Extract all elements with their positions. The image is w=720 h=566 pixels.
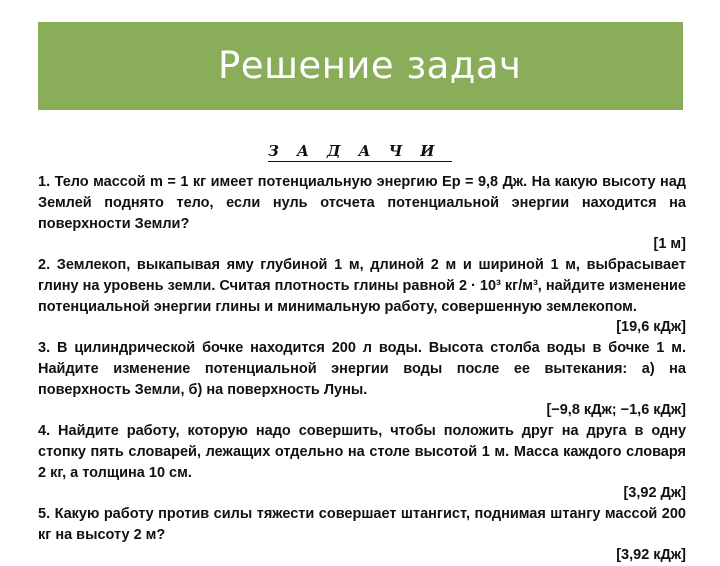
problem-answer: [3,92 кДж] — [616, 547, 686, 563]
problem-2 — [38, 255, 686, 318]
problem-text: В цилиндрической бочке находится 200 л воды. Высота столба воды в бочке 1 м. Найдите изменение потенциальной энергии воды после ее вытекания: а) на поверхность Земли, б) на поверхность Луны. — [38, 340, 686, 398]
section-heading: ЗАДАЧИ — [268, 142, 453, 160]
problem-text: Землекоп, выкапывая яму глубиной 1 м, длиной 2 м и шириной 1 м, выбрасывает глину на уровень земли. Считая плотность глины равной 2 · 10³ кг/м³, найдите изменение потенциальной энергии глины и минимальную работу, совершенную землекопом. — [38, 257, 686, 315]
problem-number: 2. — [38, 257, 51, 273]
problem-number: 1. — [38, 174, 51, 190]
slide-title: Решение задач — [218, 44, 522, 87]
problem-text: Найдите работу, которую надо совершить, чтобы положить друг на друга в одну стопку пять словарей, лежащих отдельно на столе высотой 1 м. Масса каждого словаря 2 кг, а толщина 10 см. — [38, 423, 687, 481]
problem-1 — [38, 172, 686, 235]
problem-number: 3. — [38, 340, 51, 356]
problem-answer: [1 м] — [653, 236, 686, 252]
problem-answer: [19,6 кДж] — [616, 319, 686, 335]
problem-number: 5. — [38, 506, 51, 522]
problem-text: Тело массой m = 1 кг имеет потенциальную энергию Ep = 9,8 Дж. На какую высоту над Землей поднято тело, если нуль отсчета потенциальной энергии находится на поверхности Земли? — [38, 174, 687, 232]
problem-answer: [−9,8 кДж; −1,6 кДж] — [546, 402, 686, 418]
problems-list — [38, 172, 686, 566]
problem-text: Какую работу против силы тяжести совершает штангист, поднимая штангу массой 200 кг на высоту 2 м? — [38, 506, 686, 543]
problem-answer: [3,92 Дж] — [623, 485, 686, 501]
problem-number: 4. — [38, 423, 51, 439]
problem-4 — [38, 421, 686, 484]
problem-3 — [38, 338, 686, 401]
